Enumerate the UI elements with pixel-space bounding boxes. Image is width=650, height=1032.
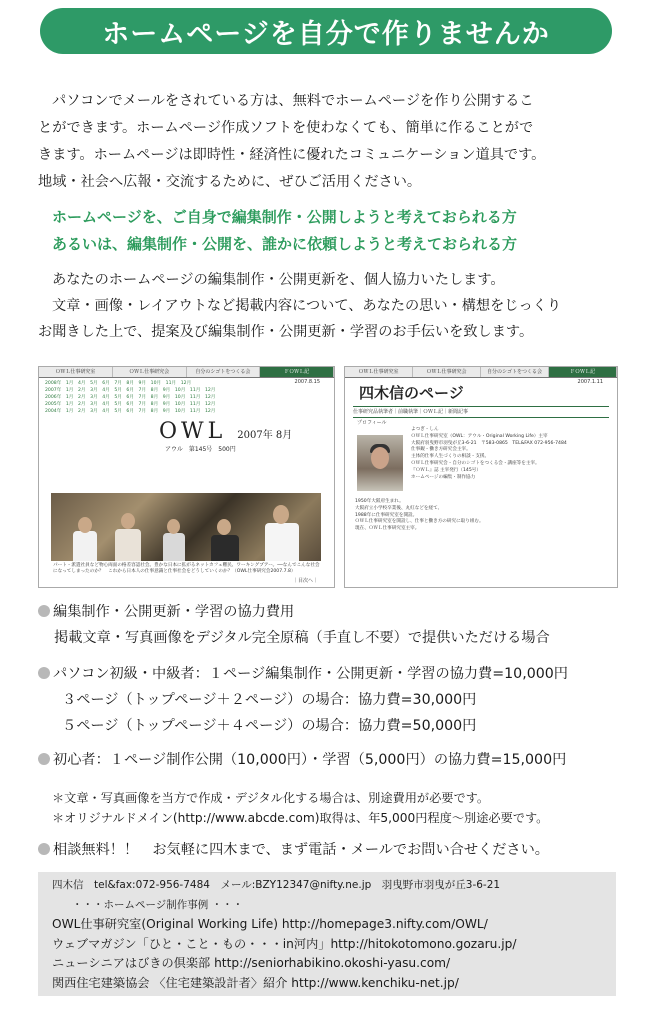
fee-beginner-mid-text: パソコン初級・中級者：１ページ編集制作・公開更新・学習の協力費=10,000円 [53,666,568,682]
offer-paragraph [38,267,614,345]
calendar-row: 2007年 1月 2月 3月 4月 5月 6月 7月 8月 9月 10月 11月 12月 [45,388,216,393]
tab-bar [39,367,334,378]
profile-line: ＯＷＬ仕事研究室（OWL：アウル・Original Working Life）主宰 [411,433,548,439]
profile-line: 『ＯＷＬ』誌 主宰発行（145号） [411,467,481,473]
fee-novice [38,748,618,772]
tab: ＦＯＷＬ記 [549,367,617,377]
back-link: ｜目次へ｜ [292,578,318,584]
intro-line: きます。ホームページは即時性・経済性に優れたコミュニケーション道具です。 [38,147,546,163]
contact-line: OWL仕事研究室(Original Working Life) http://homepage3.nifty.com/OWL/ [52,917,488,932]
bullet-icon [38,605,50,617]
group-photo [51,493,321,561]
page-title: ホームページを自分で作りませんか [102,18,550,50]
consult-text: 相談無料！！ お気軽に四木まで、まず電話・メールでお問い合せください。 [53,842,549,858]
tab-bar [345,367,617,378]
tab: 自分のシゴトをつくる会 [187,367,261,377]
magazine-subheading: アウル 第145号 500円 [165,446,236,453]
intro-line: パソコンでメールをされている方は、無料でホームページを作り公開するこ [52,93,534,109]
fee-3page: ３ページ（トップページ＋２ページ）の場合：協力費=30,000円 [62,692,477,708]
profile-line: 大阪府立小学校卒業後、丸紅などを経て、 [355,505,443,511]
profile-line: 1988年に仕事研究室を開設。 [355,512,418,518]
offer-line: あなたのホームページの編集制作・公開更新を、個人協力いたします。 [52,272,505,288]
profile-line: ＯＷＬ仕事研究会・自分のシゴトをつくる会・講座等を主宰。 [411,460,540,466]
tab: ＯＷＬ仕事研究会 [413,367,481,377]
example-screenshot-owl [38,366,335,588]
fees-title: 編集制作・公開更新・学習の協力費用 [53,604,295,620]
intro-line: 地域・社会へ広報・交流するために、ぜひご活用ください。 [38,174,422,190]
fee-novice-text: 初心者：１ページ制作公開（10,000円）・学習（5,000円）の協力費=15,000円 [53,752,567,768]
fees-subtitle: 掲載文章・写真画像をデジタル完全原稿（手直し不要）で提供いただける場合 [54,630,550,646]
portrait-photo [357,435,403,491]
date: 2007.1.11 [577,379,603,385]
note-line: ＊文章・写真画像を当方で作成・デジタル化する場合は、別途費用が必要です。 [52,791,490,805]
photo-caption: パート・派遣社員など物心両面の格差容認社会。豊かな日本に拡がるネットカフェ難民、ワーキングプアー。──なんでこんな社会になってしまったのか？ これから日本人の仕事意識と仕事社会をどうしていくのか？（OWL仕事研究会2007.7.8） [53,563,320,574]
title-banner [40,8,612,54]
magazine-heading [159,419,334,444]
bullet-icon [38,667,50,679]
contact-line: ニューシニアはびきの倶楽部 http://seniorhabikino.okoshi-yasu.com/ [52,956,451,971]
profile-text [411,427,607,481]
consult-line [38,838,618,862]
offer-line: 文章・画像・レイアウトなど掲載内容について、あなたの思い・構想をじっくり [52,298,562,314]
tab: ＯＷＬ仕事研究室 [39,367,113,377]
heading-text: OWL [159,419,227,444]
contact-box [38,872,616,996]
offer-line: お聞きした上で、提案及び編集制作・公開更新・学習のお手伝いを致します。 [38,324,534,340]
profile-bio [355,499,611,533]
profile-line: 現在、ＯＷＬ仕事研究室主宰。 [355,526,420,532]
bullet-icon [38,843,50,855]
notes [52,788,612,828]
archive-calendar [39,378,334,417]
contact-line: 関西住宅建築協会 〈住宅建築設計者〉紹介 http://www.kenchiku-net.jp/ [52,975,459,990]
contact-line: 四木信 tel&fax:072-956-7484 メール:BZY12347@nifty.ne.jp 羽曳野市羽曳が丘3-6-21 [52,879,501,891]
tab: ＯＷＬ仕事研究会 [113,367,187,377]
profile-line: 1950年大阪府生まれ。 [355,499,404,504]
profile-line: 大阪府羽曳野市羽曳が丘3-6-21 〒583-0865 TEL&FAX 072-956-7484 [411,440,567,446]
note-line: ＊オリジナルドメイン(http://www.abcde.com)取得は、年5,000円程度～別途必要です。 [52,811,549,825]
intro-paragraph [38,88,614,196]
calendar-row: 2006年 1月 2月 3月 4月 5月 6月 7月 8月 9月 10月 11月 12月 [45,395,216,400]
calendar-row: 2004年 1月 2月 3月 4月 5月 6月 7月 8月 9月 10月 11月 12月 [45,409,216,414]
date: 2007.8.15 [294,379,320,385]
tab: ＦＯＷＬ記 [260,367,334,377]
fee-beginner-mid [38,662,618,686]
highlight-line: あるいは、編集制作・公開を、誰かに依頼しようと考えておられる方 [52,235,518,253]
contact-line: ・・・ホームページ制作事例 ・・・ [72,898,244,911]
heading-issue: 2007年 8月 [237,430,293,441]
target-audience [52,204,612,258]
profile-line: 仕事観・働き方研究会主宰。 [411,447,471,453]
example-screenshot-profile [344,366,618,588]
tab: 自分のシゴトをつくる会 [481,367,549,377]
profile-label: プロフィール [357,420,387,426]
calendar-row: 2008年 1月 4月 5月 6月 7月 8月 9月 10月 11月 12月 [45,381,192,386]
bullet-icon [38,753,50,765]
tab: ＯＷＬ仕事研究室 [345,367,413,377]
profile-line: よつぎ・しん [411,427,439,432]
calendar-row: 2005年 1月 2月 3月 4月 5月 6月 7月 8月 9月 10月 11月 12月 [45,402,216,407]
profile-line: ＯＷＬ仕事研究室を開設し、仕事と働き方の研究に取り組む。 [355,519,484,525]
profile-heading: 四木信のページ [359,384,464,402]
fee-5page: ５ページ（トップページ＋４ページ）の場合：協力費=50,000円 [62,718,477,734]
profile-nav: 仕事研究品執筆者｜前職執筆｜ＯＷＬ記｜新聞記事 [353,406,609,418]
contact-line: ウェブマガジン「ひと・こと・もの・・・in河内」http://hitokotomono.gozaru.jp/ [52,936,517,951]
intro-line: とができます。ホームページ作成ソフトを使わなくても、簡単に作ることがで [38,120,534,136]
profile-line: 主体的仕事人生づくりの相談・支援。 [411,454,490,460]
highlight-line: ホームページを、ご自身で編集制作・公開しようと考えておられる方 [52,208,517,226]
profile-line: ホームページの編集・制作協力 [411,474,476,480]
fees-section-title [38,600,618,624]
